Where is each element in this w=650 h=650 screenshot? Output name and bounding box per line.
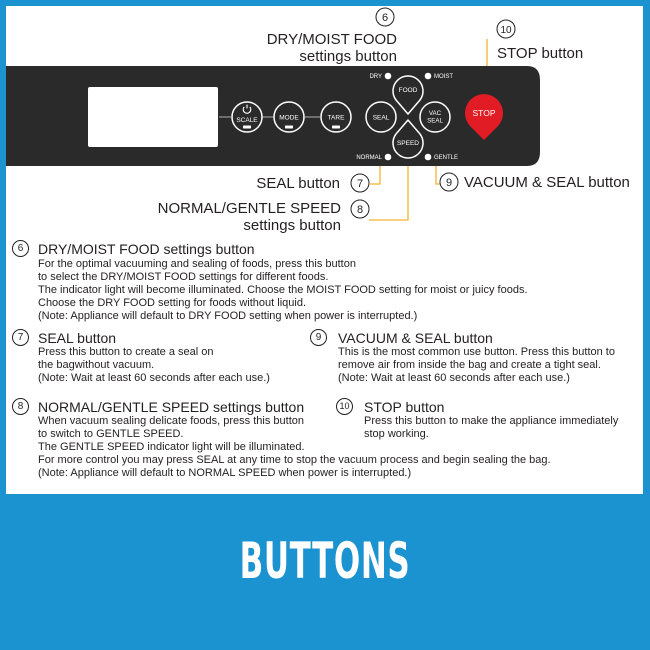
normal-indicator-light bbox=[385, 154, 392, 161]
dry-indicator-label: DRY bbox=[369, 74, 382, 81]
svg-text:6: 6 bbox=[381, 12, 389, 24]
section-8-title: NORMAL/GENTLE SPEED settings button bbox=[38, 399, 305, 415]
callout-7-number bbox=[351, 174, 369, 192]
svg-text:10: 10 bbox=[500, 25, 512, 36]
section-8-body: When vacuum sealing delicate foods, press this button to switch to GENTLE SPEED. The GENTLE SPEED indicator light will be illuminated. For more control you may press SEAL at any time to stop the vacuum process and begin sealing the bag. (Note: Appliance will default to NORMAL SPEED when power is interrupted.) bbox=[38, 415, 551, 479]
svg-text:8: 8 bbox=[356, 204, 364, 216]
section-9-body: This is the most common use button. Press this button to remove air from inside the bag and create a tight seal. (Note: Wait at least 60 seconds after each use.) bbox=[338, 346, 615, 384]
callout-10-label: STOP button bbox=[497, 45, 584, 62]
svg-text:9: 9 bbox=[445, 177, 453, 189]
tare-indicator-icon bbox=[332, 126, 340, 129]
seal-button[interactable] bbox=[366, 102, 396, 132]
section-9-title: VACUUM & SEAL button bbox=[338, 330, 493, 346]
svg-text:7: 7 bbox=[356, 178, 364, 190]
scale-button[interactable] bbox=[232, 102, 262, 132]
callout-8-number bbox=[351, 200, 369, 218]
callout-7-label: SEAL button bbox=[256, 175, 340, 192]
scale-indicator-icon bbox=[243, 126, 251, 129]
control-panel-body bbox=[6, 66, 540, 166]
buttons-heading: BUTTONS bbox=[239, 532, 411, 590]
section-7-number: 7 bbox=[12, 329, 29, 346]
callout-10-number bbox=[497, 20, 515, 38]
stop-label: STOP bbox=[472, 108, 496, 118]
section-10-title: STOP button bbox=[364, 399, 445, 415]
section-7-title: SEAL button bbox=[38, 330, 117, 346]
speed-label: SPEED bbox=[396, 140, 420, 147]
mode-button[interactable] bbox=[274, 102, 304, 132]
food-label: FOOD bbox=[398, 87, 418, 94]
mode-indicator-icon bbox=[285, 126, 293, 129]
section-6-title: DRY/MOIST FOOD settings button bbox=[38, 241, 255, 257]
normal-indicator-label: NORMAL bbox=[356, 155, 382, 162]
vac-label: VAC bbox=[428, 110, 442, 117]
vac-seal-button[interactable] bbox=[420, 102, 450, 132]
tare-label: TARE bbox=[327, 114, 345, 122]
moist-indicator-light bbox=[425, 73, 432, 80]
vac-seal-label: SEAL bbox=[427, 117, 443, 125]
tare-button[interactable] bbox=[321, 102, 351, 132]
section-10-number: 10 bbox=[336, 398, 353, 415]
section-8-number: 8 bbox=[12, 398, 29, 415]
callout-6-label: DRY/MOIST FOOD settings button bbox=[266, 31, 397, 65]
gentle-indicator-label: GENTLE bbox=[434, 155, 459, 162]
gentle-indicator-light bbox=[425, 154, 432, 161]
moist-indicator-label: MOIST bbox=[434, 74, 453, 81]
mode-label: MODE bbox=[279, 114, 299, 122]
section-9-number: 9 bbox=[310, 329, 327, 346]
section-6-body: For the optimal vacuuming and sealing of foods, press this button to select the DRY/MOIST FOOD settings for different foods. The indicator light will become illuminated. Choose the MOIST FOOD setting for moist or juicy foods. Choose the DRY FOOD setting for foods without liquid. (Note: Appliance will default to DRY FOOD setting when power is interrupted.) bbox=[38, 258, 528, 322]
section-7-body: Press this button to create a seal on the bagwithout vacuum. (Note: Wait at least 60 seconds after each use.) bbox=[38, 346, 270, 384]
callout-9-label: VACUUM & SEAL button bbox=[464, 174, 630, 191]
scale-label: SCALE bbox=[236, 117, 258, 124]
section-10-body: Press this button to make the appliance immediately stop working. bbox=[364, 415, 619, 440]
seal-label: SEAL bbox=[372, 114, 390, 122]
section-6-number: 6 bbox=[12, 240, 29, 257]
display-screen bbox=[88, 87, 218, 147]
dry-indicator-light bbox=[385, 73, 392, 80]
callout-6-number bbox=[376, 8, 394, 26]
callout-9-number bbox=[440, 173, 458, 191]
callout-8-label: NORMAL/GENTLE SPEED settings button bbox=[157, 200, 341, 234]
